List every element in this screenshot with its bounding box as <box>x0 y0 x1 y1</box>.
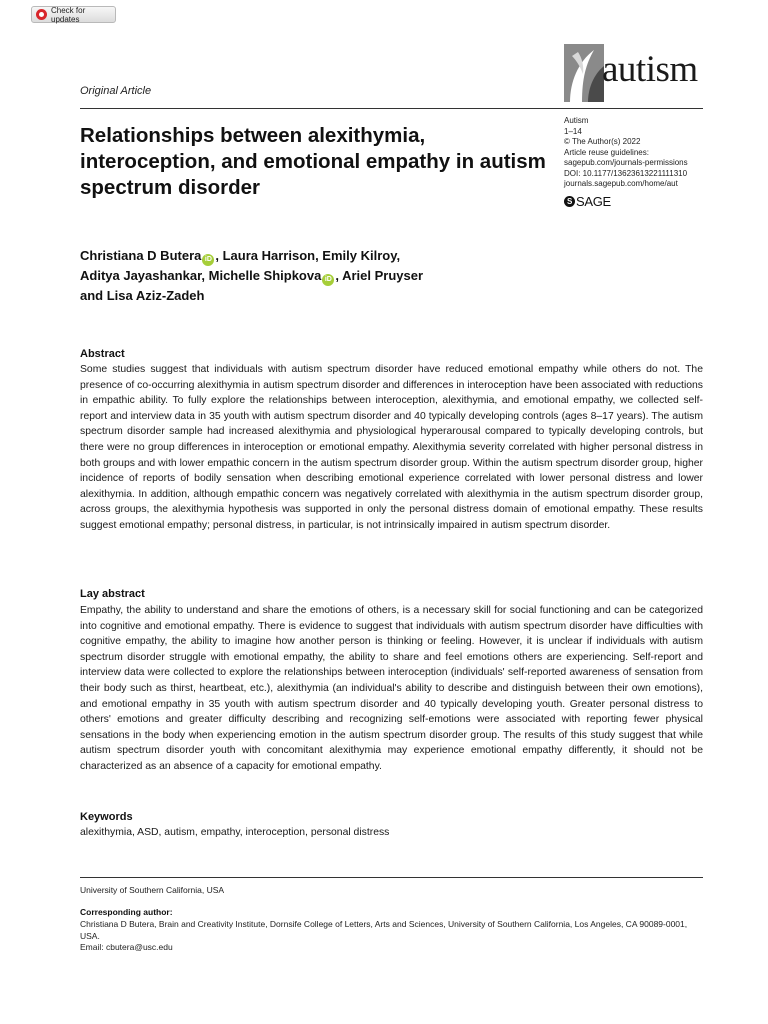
meta-home-link[interactable]: journals.sagepub.com/home/aut <box>564 179 678 188</box>
author-name: Aditya Jayashankar, Michelle Shipkova <box>80 268 322 283</box>
corresponding-author-heading: Corresponding author: <box>80 907 173 917</box>
sage-logo-icon: S <box>564 196 575 207</box>
meta-reuse-label: Article reuse guidelines: <box>564 147 649 157</box>
footer-divider <box>80 877 703 878</box>
publisher-logo <box>564 194 611 209</box>
publisher-name: SAGE <box>576 194 611 209</box>
meta-doi[interactable]: DOI: 10.1177/13623613221111310 <box>564 168 688 178</box>
meta-journal: Autism <box>564 116 589 125</box>
orcid-icon[interactable]: iD <box>202 254 214 266</box>
orcid-icon[interactable]: iD <box>322 274 334 286</box>
keywords-heading: Keywords <box>80 811 133 823</box>
lay-abstract-heading: Lay abstract <box>80 588 145 600</box>
abstract-text: Some studies suggest that individuals with autism spectrum disorder have reduced emotional empathy while others do not. The presence of co-occurring alexithymia in autism spectrum disorder and differences in interoception have been associated with reductions in empathic ability. To fully explore the relationships between interoception, alexithymia, and emotional empathy, we collected self-report and interview data in 35 youth with autism spectrum disorder and 40 typically developing controls (ages 8–17 years). The autism spectrum disorder sample had increased alexithymia and physiological hyperarousal compared to typically developing controls, but there were no group differences in interoception or emotional empathy. Alexithymia severity correlated with higher personal distress in both groups and with lower empathic concern in the autism spectrum disorder group. Within the autism spectrum disorder group, higher incidence of reports of bodily sensation when describing emotional experience correlated with lower personal distress and lower alexithymia. In addition, although empathic concern was negatively correlated with alexithymia in the autism spectrum disorder group, across groups, the alexithymia hypothesis was supported in only the personal distress domain of emotional empathy. These results suggest emotional empathy; personal distress, in particular, is not intrinsically impaired in autism spectrum disorder. <box>80 364 704 531</box>
journal-logo-text: autism <box>602 49 698 90</box>
article-meta <box>564 116 688 190</box>
article-title: Relationships between alexithymia, interoception, and emotional empathy in autism spectrum disorder <box>80 124 546 199</box>
header-divider <box>80 108 703 109</box>
author-name: , Ariel Pruyser <box>335 268 424 283</box>
meta-pages: 1–14 <box>564 126 582 136</box>
author-list <box>80 246 550 306</box>
update-icon <box>36 9 47 20</box>
meta-copyright: © The Author(s) 2022 <box>564 137 641 146</box>
author-name: Christiana D Butera <box>80 248 202 263</box>
author-name: and Lisa Aziz-Zadeh <box>80 288 205 303</box>
corresponding-author-details <box>80 919 703 954</box>
meta-reuse-link[interactable]: sagepub.com/journals-permissions <box>564 158 688 167</box>
keywords-text: alexithymia, ASD, autism, empathy, interoception, personal distress <box>80 827 390 838</box>
article-type: Original Article <box>80 85 152 97</box>
journal-logo-mark-icon <box>564 44 604 102</box>
journal-logo <box>564 44 704 104</box>
affiliation: University of Southern California, USA <box>80 885 225 895</box>
corresponding-author-address: Christiana D Butera, Brain and Creativity Institute, Dornsife College of Letters, Arts and Sciences, University of Southern California, Los Angeles, CA 90089-0001, USA. <box>80 919 688 941</box>
author-name: , Laura Harrison, Emily Kilroy, <box>215 248 401 263</box>
check-for-updates-button[interactable] <box>31 6 116 23</box>
abstract-heading: Abstract <box>80 348 125 360</box>
lay-abstract-text: Empathy, the ability to understand and share the emotions of others, is a necessary skill for social functioning and can be categorized into cognitive and emotional empathy. There is evidence to suggest that individuals with autism spectrum disorder have difficulties with cognitive empathy, the ability to imagine how another person is thinking or feeling. However, it is unclear if individuals with autism spectrum disorder struggle with emotional empathy, the ability to share and feel emotions others are experiencing. Self-report and interview data were collected to explore the relationships between interoception (individuals' self-reported awareness of sensation from their body such as thirst, heartbeat, etc.), alexithymia (an individual's ability to describe and distinguish between their own emotions), and emotional empathy in 35 youth with autism spectrum disorder and 40 typically developing youth. Greater personal distress to others' emotions and greater difficulty describing and recognizing self-emotions were associated with reporting fewer physical sensations in the body when experiencing emotion in the autism spectrum disorder group. The results of this study suggest that while autism spectrum disorder youth with concomitant alexithymia may experience emotional empathy differently, it should not be characterized as an absence of a capacity for emotional empathy. <box>80 605 703 772</box>
check-for-updates-label: Check for updates <box>51 5 86 24</box>
corresponding-author-email[interactable]: Email: cbutera@usc.edu <box>80 942 173 952</box>
